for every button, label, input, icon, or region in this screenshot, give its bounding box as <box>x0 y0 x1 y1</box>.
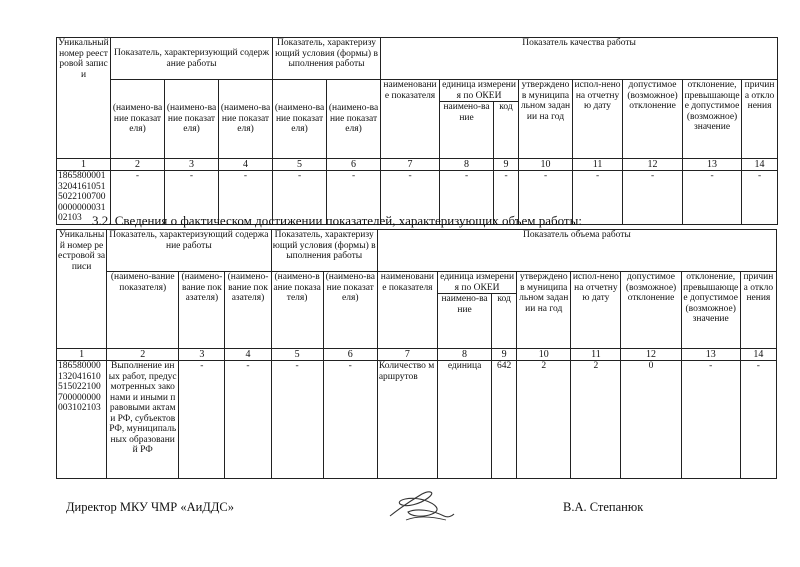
col-number: 14 <box>742 159 778 171</box>
col-number: 3 <box>165 159 219 171</box>
header-done: испол-нено на отчетную дату <box>573 80 623 159</box>
approved-value: 2 <box>517 361 571 479</box>
header-volume: Показатель объема работы <box>377 230 776 272</box>
table-row <box>57 361 777 479</box>
header-allowed: допустимое (возможное) отклонение <box>621 272 681 349</box>
col-number: 6 <box>327 159 381 171</box>
registry-number: 186580000132041610515022100700000000003102103 <box>57 171 111 225</box>
reason-value: - <box>740 361 776 479</box>
header-unit-code: код <box>492 294 517 349</box>
cell: - <box>165 171 219 225</box>
header-content: Показатель, характеризующий содержание работы <box>111 38 273 80</box>
cell: - <box>683 171 742 225</box>
cell: - <box>494 171 519 225</box>
col-number: 6 <box>323 349 377 361</box>
header-conditions: Показатель, характеризующий условия (формы) выполнения работы <box>271 230 377 272</box>
col-number: 8 <box>437 349 491 361</box>
sub-header: (наимено-вание показателя) <box>107 272 179 349</box>
column-numbers-row <box>57 159 778 171</box>
volume-table <box>56 229 777 479</box>
cell: - <box>573 171 623 225</box>
cell: - <box>381 171 440 225</box>
cell: - <box>219 171 273 225</box>
header-done: испол-нено на отчетную дату <box>571 272 621 349</box>
col-number: 4 <box>225 349 271 361</box>
header-reason: причина отклонения <box>742 80 778 159</box>
col-number: 10 <box>519 159 573 171</box>
header-indicator-name: наименование показателя <box>381 80 440 159</box>
sub-header: (наимено-вание показателя) <box>323 272 377 349</box>
header-unit: единица измерения по ОКЕИ <box>440 80 519 102</box>
quality-table <box>56 37 778 225</box>
col-number: 2 <box>111 159 165 171</box>
header-registry: Уникальный номер реестровой записи <box>57 230 107 349</box>
cell: - <box>327 171 381 225</box>
col-number: 9 <box>494 159 519 171</box>
header-reason: причина отклонения <box>740 272 776 349</box>
header-unit-name: наимено-вание <box>440 102 494 159</box>
sub-header: (наимено-вание показателя) <box>273 80 327 159</box>
allowed-value: 0 <box>621 361 681 479</box>
unit-code: 642 <box>492 361 517 479</box>
indicator-name: Количество маршрутов <box>377 361 437 479</box>
header-conditions: Показатель, характеризующий условия (формы) выполнения работы <box>273 38 381 80</box>
cell: - <box>623 171 683 225</box>
col-number: 11 <box>573 159 623 171</box>
cell: - <box>273 171 327 225</box>
col-number: 8 <box>440 159 494 171</box>
header-unit-code: код <box>494 102 519 159</box>
col-number: 5 <box>271 349 323 361</box>
section-title: 3.2. Сведения о фактическом достижении показателей, характеризующих объем работы: <box>92 213 582 228</box>
registry-number: 186580000132041610515022100700000000003102103 <box>57 361 107 479</box>
cell: - <box>179 361 225 479</box>
excess-value: - <box>681 361 740 479</box>
col-number: 12 <box>621 349 681 361</box>
col-number: 1 <box>57 349 107 361</box>
sub-header: (наимено-вание показателя) <box>219 80 273 159</box>
done-value: 2 <box>571 361 621 479</box>
unit-name: единица <box>437 361 491 479</box>
header-registry: Уникальный номер реестровой записи <box>57 38 111 159</box>
col-number: 9 <box>492 349 517 361</box>
col-number: 13 <box>681 349 740 361</box>
col-number: 1 <box>57 159 111 171</box>
col-number: 13 <box>683 159 742 171</box>
sub-header: (наимено-вание показателя) <box>327 80 381 159</box>
col-number: 3 <box>179 349 225 361</box>
header-indicator-name: наименование показателя <box>377 272 437 349</box>
cell: - <box>742 171 778 225</box>
signature-image <box>386 486 458 526</box>
col-number: 10 <box>517 349 571 361</box>
header-unit: единица измерения по ОКЕИ <box>437 272 516 294</box>
col-number: 7 <box>381 159 440 171</box>
header-excess: отклонение, превышающее допустимое (возможное) значение <box>681 272 740 349</box>
header-excess: отклонение, превышающее допустимое (возможное) значение <box>683 80 742 159</box>
sub-header: (наимено-вание показателя) <box>111 80 165 159</box>
sub-header: (наимено-вание показателя) <box>225 272 271 349</box>
header-content: Показатель, характеризующий содержание работы <box>107 230 271 272</box>
cell: - <box>323 361 377 479</box>
cell: - <box>225 361 271 479</box>
sub-header: (наимено-вание показателя) <box>179 272 225 349</box>
header-approved: утверждено в муниципальном задании на год <box>517 272 571 349</box>
column-numbers-row <box>57 349 777 361</box>
col-number: 7 <box>377 349 437 361</box>
col-number: 4 <box>219 159 273 171</box>
col-number: 11 <box>571 349 621 361</box>
cell: - <box>111 171 165 225</box>
col-number: 2 <box>107 349 179 361</box>
col-number: 14 <box>740 349 776 361</box>
header-unit-name: наимено-вание <box>437 294 491 349</box>
cell: - <box>271 361 323 479</box>
header-allowed: допустимое (возможное) отклонение <box>623 80 683 159</box>
sub-header: (наимено-вание показателя) <box>165 80 219 159</box>
work-content: Выполнение иных работ, предусмотренных законами и иными правовыми актами РФ, субъектов РФ, муниципальных образований РФ <box>107 361 179 479</box>
cell: - <box>519 171 573 225</box>
cell: - <box>440 171 494 225</box>
sub-header: (наимено-вание показателя) <box>271 272 323 349</box>
col-number: 12 <box>623 159 683 171</box>
header-approved: утверждено в муниципальном задании на год <box>519 80 573 159</box>
col-number: 5 <box>273 159 327 171</box>
director-name: В.А. Степанюк <box>563 500 644 514</box>
header-quality: Показатель качества работы <box>381 38 778 80</box>
director-position: Директор МКУ ЧМР «АиДДС» <box>66 500 234 514</box>
